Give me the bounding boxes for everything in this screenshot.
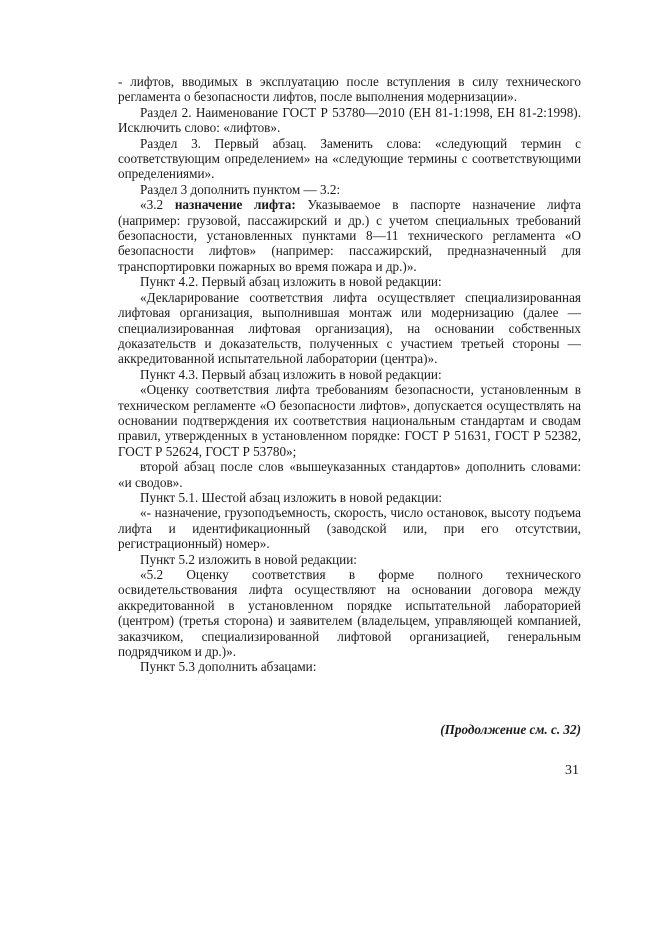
- paragraph: «Оценку соответствия лифта требованиям безопасности, установленным в техническом регламенте «О безопасности лифтов», допускается осуществлять на основании подтверждения их соответствия национальным стандартам и сводам правил, утвержденных в установленном порядке: ГОСТ Р 51631, ГОСТ Р 52382, ГОСТ Р 52624, ГОСТ Р 53780»;: [118, 382, 581, 459]
- paragraph: Раздел 2. Наименование ГОСТ Р 53780—2010 (ЕН 81-1:1998, ЕН 81-2:1998). Исключить слово: «лифтов».: [118, 104, 581, 136]
- paragraph-definition: [118, 197, 581, 274]
- paragraph: «Декларирование соответствия лифта осуществляет специализированная лифтовая организация, выполнившая монтаж или модернизацию (далее — специализированная лифтовая организация), на основании собственных доказательств и доказательств, полученных с участием третьей стороны — аккредитованной испытательной лаборатории (центра)».: [118, 289, 581, 367]
- paragraph: Пункт 4.2. Первый абзац изложить в новой редакции:: [140, 274, 442, 290]
- paragraph: второй абзац после слов «вышеуказанных стандартов» дополнить словами: «и сводов».: [118, 459, 581, 490]
- page-number: 31: [565, 763, 579, 778]
- paragraph: «5.2 Оценку соответствия в форме полного технического освидетельствования лифта осуществляют на основании договора между аккредитованной в установленном порядке испытательной лабораторией (центром) (третья сторона) и заявителем (владельцем, управляющей компанией, заказчиком, специализированной лифтовой организацией, генеральным подрядчиком и др.)».: [118, 567, 581, 660]
- definition-lead: «3.2: [140, 197, 175, 213]
- paragraph: «- назначение, грузоподъемность, скорость, число остановок, высоту подъема лифта и идентификационный (заводской или, при его отсутствии, регистрационный) номер».: [118, 505, 581, 552]
- definition-text: Указываемое в паспорте назначение лифта (например: грузовой, пассажирский и др.) с учетом специальных требований безопасности, установленных пунктами 8—11 технического регламента «О безопасности лифтов» (например: пассажирский, предназначенный для транспортировки пожарных во время пожара и др.)».: [118, 197, 581, 274]
- paragraph: Пункт 5.3 дополнить абзацами:: [140, 659, 317, 675]
- continuation-note: (Продолжение см. с. 32): [440, 722, 581, 737]
- paragraph: Раздел 3 дополнить пунктом — 3.2:: [140, 181, 341, 197]
- definition-term: назначение лифта:: [174, 197, 296, 213]
- paragraph: Пункт 5.1. Шестой абзац изложить в новой редакции:: [140, 489, 443, 505]
- paragraph: Раздел 3. Первый абзац. Заменить слова: «следующий термин с соответствующим определением» на «следующие термины с соответствующими определениями».: [118, 135, 581, 182]
- paragraph: Пункт 4.3. Первый абзац изложить в новой редакции:: [140, 366, 442, 382]
- paragraph: Пункт 5.2 изложить в новой редакции:: [140, 551, 357, 567]
- paragraph: - лифтов, вводимых в эксплуатацию после вступления в силу технического регламента о безопасности лифтов, после выполнения модернизации».: [118, 74, 581, 105]
- document-body: [118, 74, 581, 675]
